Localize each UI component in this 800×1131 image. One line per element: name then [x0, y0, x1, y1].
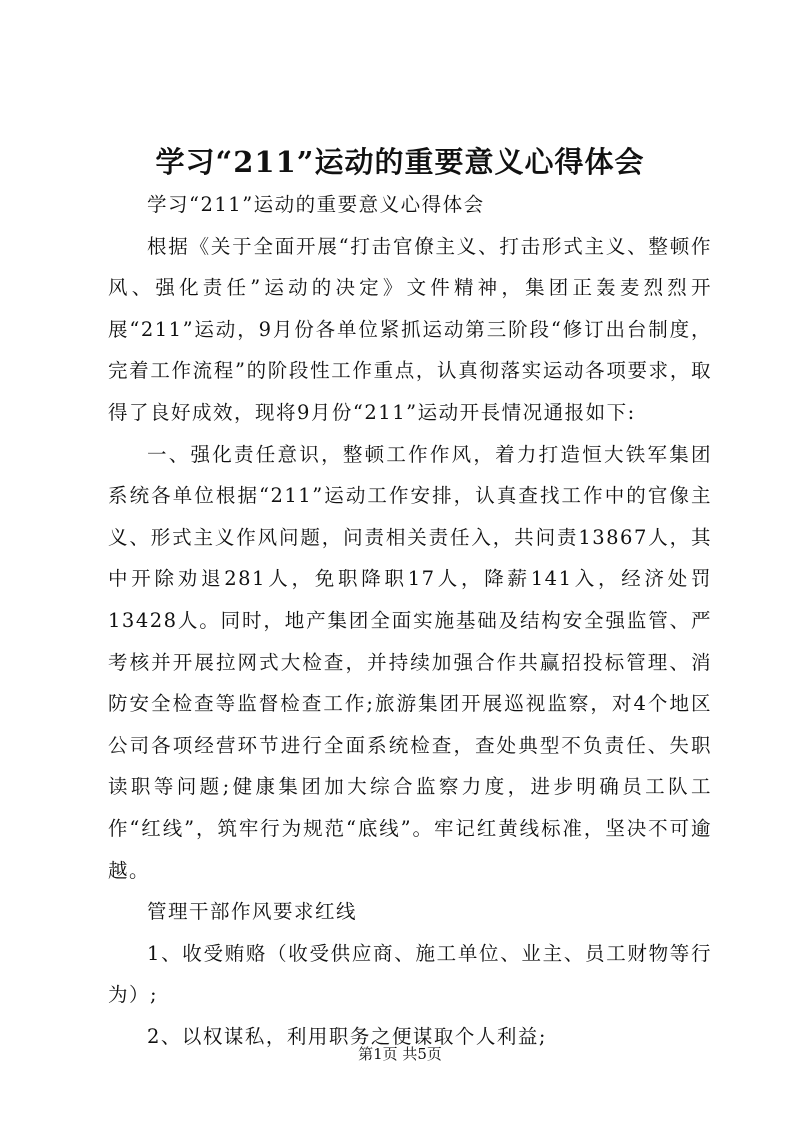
- section-one-paragraph: 一、强化责任意识，整顿工作作风，着力打造恒大铁军集团系统各单位根据“211”运动工作安排，认真查找工作中的官像主义、形式主义作风问题，问责相关责任入，共问责13867人，其中开除劝退281人，免职降职17人，降薪141入，经济处罚13428人。同时，地产集团全面实施基础及结构安全强监管、严考核并开展拉网式大检查，并持续加强合作共赢招投标管理、消防安全检查等监督检查工作;旅游集团开展巡视监察，对4个地区公司各项经营环节进行全面系统检查，查处典型不负责任、失职读职等问题;健康集团加大综合监察力度，进步明确员工队工作“红线”，筑牢行为规范“底线”。牢记红黄线标准，坚决不可逾越。: [108, 442, 712, 882]
- document-title: 学习“211”运动的重要意义心得体会: [155, 145, 645, 179]
- intro-paragraph: 根据《关于全面开展“打击官僚主义、打击形式主义、整顿作风、强化责任”运动的决定》文件精神，集团正轰麦烈烈开展“211”运动，9月份各单位紧抓运动第三阶段“修订出台制度，完着工作流程”的阶段性工作重点，认真彻落实运动各项要求，取得了良好成效，现将9月份“211”运动开長情况通报如下:: [108, 234, 712, 424]
- redline-item-2: 2、以权谋私，利用职务之便谋取个人利益;: [147, 1024, 547, 1048]
- subtitle-paragraph: 学习“211”运动的重要意义心得体会: [147, 193, 485, 216]
- page-footer: 第1页 共5页: [358, 1045, 442, 1063]
- document-body: [108, 184, 712, 1057]
- redline-heading: 管理干部作风要求红线: [147, 900, 358, 924]
- redline-item-1: 1、收受贿赂（收受供应商、施工单位、业主、员工财物等行为）;: [108, 941, 712, 1007]
